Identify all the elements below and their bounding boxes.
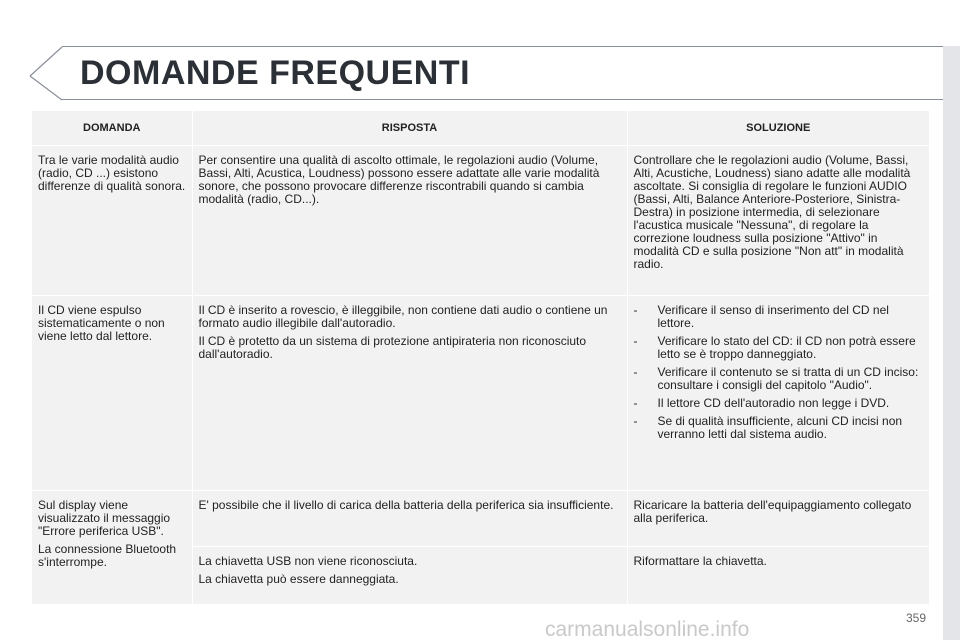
solution-cell	[627, 296, 929, 491]
answer-text: Per consentire una qualità di ascolto ottimale, le regolazioni audio (Volume, Bassi, Alti, Acustica, Loudness) possono essere adattate alle varie modalità sonore, che possono provocare differenze riscontrabili quando si cambia modalità (radio, CD...).	[198, 153, 600, 206]
answer-cell	[192, 296, 627, 491]
page-title: DOMANDE FREQUENTI	[80, 54, 471, 92]
solution-text: Riformattare la chiavetta.	[633, 554, 767, 568]
list-item: - Se di qualità insufficiente, alcuni CD incisi non verranno letti dal sistema audio.	[633, 414, 903, 441]
faq-table	[32, 111, 929, 605]
answer-text: La chiavetta può essere danneggiata.	[198, 572, 399, 586]
list-item: - Verificare lo stato del CD: il CD non potrà essere letto se è troppo danneggiato.	[633, 334, 916, 361]
column-header-answer: RISPOSTA	[192, 111, 627, 146]
solution-cell	[627, 547, 929, 605]
question-cell	[32, 146, 192, 296]
header-diagonal-decoration	[28, 46, 64, 102]
question-cell	[32, 296, 192, 491]
question-text: Tra le varie modalità audio (radio, CD ...) esistono differenze di qualità sonora.	[38, 153, 186, 193]
question-text: Sul display viene visualizzato il messaggio "Errore periferica USB".	[38, 498, 171, 538]
column-header-solution: SOLUZIONE	[627, 111, 929, 146]
column-header-question: DOMANDA	[32, 111, 192, 146]
answer-text: Il CD è inserito a rovescio, è illeggibile, non contiene dati audio o contiene un formato audio illegibile dall'autoradio.	[198, 303, 608, 330]
list-item: - Verificare il senso di inserimento del CD nel lettore.	[633, 303, 889, 330]
answer-text: La chiavetta USB non viene riconosciuta.	[198, 554, 418, 568]
table-row	[32, 146, 929, 296]
question-cell	[32, 491, 192, 605]
solution-bullet-list	[634, 304, 924, 441]
list-item: - Verificare il contenuto se si tratta di un CD inciso: consultare i consigli del capitolo "Audio".	[633, 365, 919, 392]
answer-cell	[192, 547, 627, 605]
question-text: Il CD viene espulso sistematicamente o non viene letto dal lettore.	[38, 303, 165, 343]
list-item: - Il lettore CD dell'autoradio non legge i DVD.	[633, 396, 890, 410]
solution-cell	[627, 491, 929, 547]
watermark: carmanualsonline.info	[545, 618, 750, 641]
side-tab-strip	[943, 46, 960, 640]
solution-text: Ricaricare la batteria dell'equipaggiamento collegato alla periferica.	[633, 498, 912, 525]
solution-cell	[627, 146, 929, 296]
table-row	[32, 491, 929, 547]
question-text: La connessione Bluetooth s'interrompe.	[38, 542, 177, 569]
table-row	[32, 296, 929, 491]
answer-text: E' possibile che il livello di carica della batteria della periferica sia insufficiente.	[198, 498, 614, 512]
solution-text: Controllare che le regolazioni audio (Volume, Bassi, Alti, Acustiche, Loudness) siano adatte alle modalità ascoltate. Si consiglia di regolare le funzioni AUDIO (Bassi, Alti, Balance Anteriore-Posteriore, Sinistra-Destra) in posizione intermedia, di selezionare l'acustica musicale "Nessuna", di regolare la correzione loudness sulla posizione "Attivo" in modalità CD e sulla posizione "Non att" in modalità radio.	[633, 153, 911, 271]
page-number: 359	[906, 611, 927, 625]
answer-cell	[192, 491, 627, 547]
answer-text: Il CD è protetto da un sistema di protezione antipirateria non riconosciuto dall'autoradio.	[198, 334, 587, 361]
answer-cell	[192, 146, 627, 296]
table-header-row	[32, 111, 929, 146]
